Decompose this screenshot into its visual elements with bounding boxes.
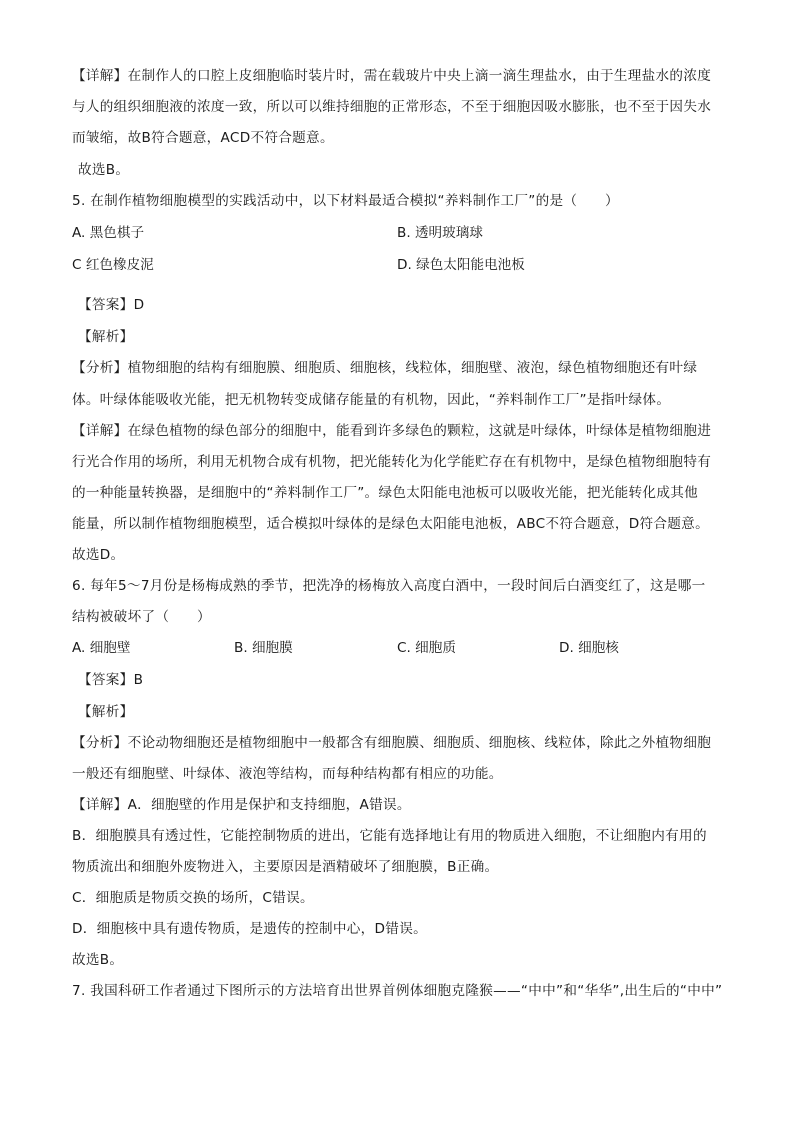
option-d: D. 细胞核 [559,640,619,656]
question-6-stem: 6. 每年5～7月份是杨梅成熟的季节，把洗净的杨梅放入高度白酒中，一段时间后白酒变红了，这是哪一 [72,578,706,594]
detail-line: 与人的组织细胞液的浓度一致，所以可以维持细胞的正常形态，不至于细胞因吸水膨胀，也不至于因失水 [72,99,712,115]
option-b: B. 细胞膜 [234,640,293,656]
detail-line: 【详解】A．细胞壁的作用是保护和支持细胞，A错误。 [72,797,411,813]
analysis-heading: 【解析】 [78,704,134,720]
analysis-line: 一般还有细胞壁、叶绿体、液泡等结构，而每种结构都有相应的功能。 [72,766,503,782]
analysis-heading: 【解析】 [78,329,134,345]
option-a: A. 细胞壁 [72,640,131,656]
conclusion-text: 故选D。 [72,547,125,563]
question-5-stem: 5. 在制作植物细胞模型的实践活动中，以下材料最适合模拟“养料制作工厂”的是（ ） [72,193,619,209]
detail-line: D．细胞核中具有遗传物质，是遗传的控制中心，D错误。 [72,921,427,937]
option-d: D. 绿色太阳能电池板 [397,257,525,273]
analysis-line: 体。叶绿体能吸收光能，把无机物转变成储存能量的有机物，因此，“养料制作工厂”是指叶绿体。 [72,392,671,408]
detail-line: 行光合作用的场所，利用无机物合成有机物，把光能转化为化学能贮存在有机物中，是绿色植物细胞特有 [72,454,712,470]
analysis-line: 【分析】植物细胞的结构有细胞膜、细胞质、细胞核，线粒体，细胞壁、液泡，绿色植物细胞还有叶绿 [72,360,698,376]
analysis-line: 【分析】不论动物细胞还是植物细胞中一般都含有细胞膜、细胞质、细胞核、线粒体，除此之外植物细胞 [72,735,712,751]
answer-label: 【答案】B [78,672,144,688]
detail-line: B．细胞膜具有透过性，它能控制物质的进出，它能有选择地让有用的物质进入细胞，不让细胞内有用的 [72,828,707,844]
detail-line: C．细胞质是物质交换的场所，C错误。 [72,890,314,906]
detail-line: 能量，所以制作植物细胞模型，适合模拟叶绿体的是绿色太阳能电池板，ABC不符合题意，D符合题意。 [72,516,709,532]
detail-line: 物质流出和细胞外废物进入，主要原因是酒精破坏了细胞膜，B正确。 [72,859,499,875]
option-b: B. 透明玻璃球 [397,225,483,241]
option-a: A. 黑色棋子 [72,225,145,241]
option-c: C 红色橡皮泥 [72,257,154,273]
option-c: C. 细胞质 [397,640,456,656]
detail-line: 而皱缩，故B符合题意，ACD不符合题意。 [72,130,334,146]
conclusion-text: 故选B。 [78,162,130,178]
detail-line: 【详解】在绿色植物的绿色部分的细胞中，能看到许多绿色的颗粒，这就是叶绿体，叶绿体是植物细胞进 [72,423,712,439]
detail-line: 的一种能量转换器，是细胞中的“养料制作工厂”。绿色太阳能电池板可以吸收光能，把光能转化成其他 [72,485,699,501]
question-6-stem: 结构被破坏了（ ） [72,609,211,625]
question-7-stem: 7. 我国科研工作者通过下图所示的方法培育出世界首例体细胞克隆猴——“中中”和“华华”,出生后的“中中” [72,983,723,999]
detail-line: 【详解】在制作人的口腔上皮细胞临时装片时，需在载玻片中央上滴一滴生理盐水，由于生理盐水的浓度 [72,68,712,84]
conclusion-text: 故选B。 [72,952,124,968]
answer-label: 【答案】D [78,297,145,313]
